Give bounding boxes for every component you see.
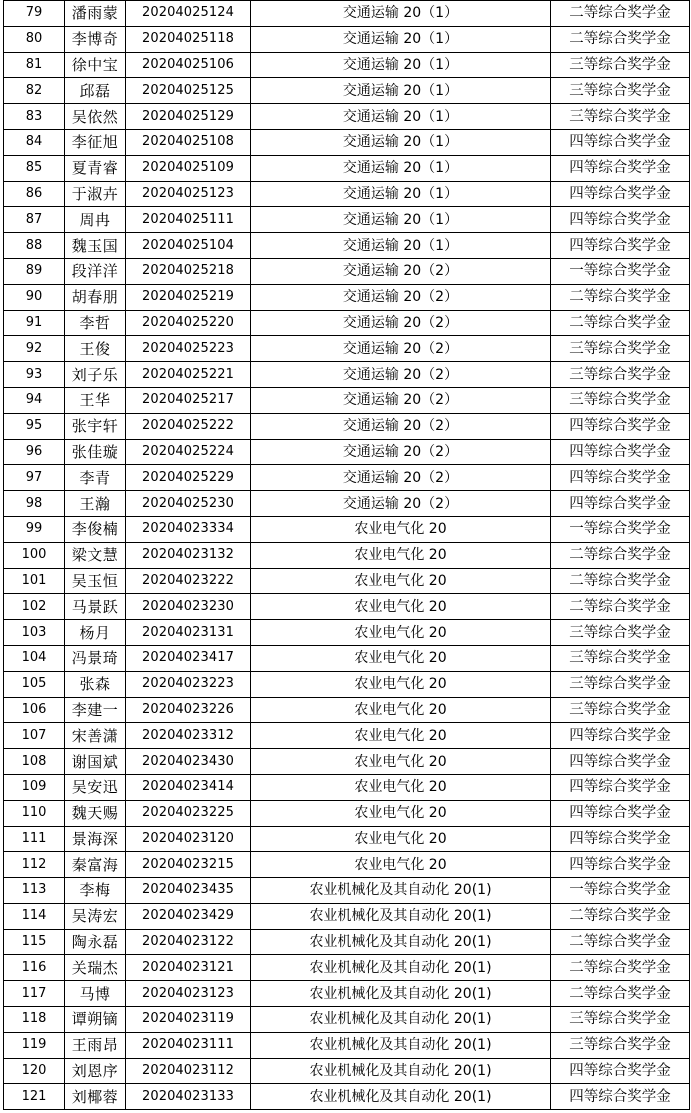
row-number-cell: 89 [4, 258, 65, 284]
row-number-cell: 91 [4, 310, 65, 336]
student-name-cell: 关瑞杰 [65, 955, 126, 981]
student-name-cell: 刘子乐 [65, 362, 126, 388]
student-id-cell: 20204025218 [126, 258, 251, 284]
award-level-cell: 一等综合奖学金 [551, 258, 690, 284]
student-name-cell: 邱磊 [65, 78, 126, 104]
award-level-cell: 二等综合奖学金 [551, 26, 690, 52]
class-name-cell: 农业机械化及其自动化 20(1) [251, 1084, 551, 1110]
class-name-cell: 交通运输 20（2） [251, 362, 551, 388]
student-name-cell: 张森 [65, 671, 126, 697]
row-number-cell: 100 [4, 542, 65, 568]
row-number-cell: 112 [4, 852, 65, 878]
award-level-cell: 二等综合奖学金 [551, 929, 690, 955]
class-name-cell: 农业电气化 20 [251, 826, 551, 852]
row-number-cell: 114 [4, 903, 65, 929]
student-name-cell: 李哲 [65, 310, 126, 336]
table-row [4, 52, 690, 78]
table-row [4, 697, 690, 723]
award-level-cell: 四等综合奖学金 [551, 491, 690, 517]
student-name-cell: 潘雨蒙 [65, 1, 126, 27]
row-number-cell: 92 [4, 336, 65, 362]
award-level-cell: 三等综合奖学金 [551, 78, 690, 104]
table-row [4, 284, 690, 310]
award-level-cell: 二等综合奖学金 [551, 903, 690, 929]
award-level-cell: 四等综合奖学金 [551, 129, 690, 155]
row-number-cell: 116 [4, 955, 65, 981]
class-name-cell: 交通运输 20（2） [251, 258, 551, 284]
student-name-cell: 王华 [65, 387, 126, 413]
student-name-cell: 吴安迅 [65, 774, 126, 800]
award-level-cell: 三等综合奖学金 [551, 336, 690, 362]
student-id-cell: 20204025106 [126, 52, 251, 78]
student-id-cell: 20204025118 [126, 26, 251, 52]
student-id-cell: 20204025104 [126, 233, 251, 259]
student-name-cell: 张宇轩 [65, 413, 126, 439]
class-name-cell: 农业机械化及其自动化 20(1) [251, 878, 551, 904]
class-name-cell: 农业电气化 20 [251, 671, 551, 697]
table-row [4, 181, 690, 207]
table-row [4, 1, 690, 27]
class-name-cell: 交通运输 20（2） [251, 336, 551, 362]
class-name-cell: 交通运输 20（1） [251, 181, 551, 207]
class-name-cell: 农业电气化 20 [251, 774, 551, 800]
class-name-cell: 交通运输 20（1） [251, 233, 551, 259]
student-id-cell: 20204023112 [126, 1058, 251, 1084]
row-number-cell: 87 [4, 207, 65, 233]
student-id-cell: 20204025125 [126, 78, 251, 104]
table-row [4, 929, 690, 955]
row-number-cell: 83 [4, 104, 65, 130]
row-number-cell: 97 [4, 465, 65, 491]
table-row [4, 542, 690, 568]
table-row [4, 878, 690, 904]
student-name-cell: 宋善潇 [65, 723, 126, 749]
table-row [4, 568, 690, 594]
class-name-cell: 农业机械化及其自动化 20(1) [251, 1032, 551, 1058]
student-id-cell: 20204025109 [126, 155, 251, 181]
table-row [4, 104, 690, 130]
student-id-cell: 20204023111 [126, 1032, 251, 1058]
row-number-cell: 93 [4, 362, 65, 388]
student-id-cell: 20204025220 [126, 310, 251, 336]
student-name-cell: 李征旭 [65, 129, 126, 155]
student-id-cell: 20204023132 [126, 542, 251, 568]
class-name-cell: 农业电气化 20 [251, 594, 551, 620]
row-number-cell: 109 [4, 774, 65, 800]
student-id-cell: 20204023430 [126, 749, 251, 775]
class-name-cell: 农业电气化 20 [251, 723, 551, 749]
student-id-cell: 20204023230 [126, 594, 251, 620]
student-id-cell: 20204023120 [126, 826, 251, 852]
row-number-cell: 108 [4, 749, 65, 775]
award-level-cell: 四等综合奖学金 [551, 826, 690, 852]
award-level-cell: 四等综合奖学金 [551, 723, 690, 749]
table-row [4, 465, 690, 491]
row-number-cell: 113 [4, 878, 65, 904]
row-number-cell: 103 [4, 620, 65, 646]
table-row [4, 233, 690, 259]
table-row [4, 258, 690, 284]
class-name-cell: 农业机械化及其自动化 20(1) [251, 955, 551, 981]
row-number-cell: 96 [4, 439, 65, 465]
student-name-cell: 王俊 [65, 336, 126, 362]
student-name-cell: 魏天赐 [65, 800, 126, 826]
table-row [4, 671, 690, 697]
student-id-cell: 20204025221 [126, 362, 251, 388]
award-level-cell: 四等综合奖学金 [551, 800, 690, 826]
award-level-cell: 四等综合奖学金 [551, 852, 690, 878]
table-row [4, 800, 690, 826]
table-row [4, 439, 690, 465]
class-name-cell: 交通运输 20（1） [251, 104, 551, 130]
award-level-cell: 三等综合奖学金 [551, 1007, 690, 1033]
student-id-cell: 20204023119 [126, 1007, 251, 1033]
class-name-cell: 农业电气化 20 [251, 697, 551, 723]
table-row [4, 826, 690, 852]
student-name-cell: 吴依然 [65, 104, 126, 130]
table-row [4, 903, 690, 929]
class-name-cell: 交通运输 20（2） [251, 413, 551, 439]
row-number-cell: 84 [4, 129, 65, 155]
student-name-cell: 杨月 [65, 620, 126, 646]
student-name-cell: 于淑卉 [65, 181, 126, 207]
table-row [4, 1007, 690, 1033]
class-name-cell: 交通运输 20（2） [251, 439, 551, 465]
row-number-cell: 107 [4, 723, 65, 749]
class-name-cell: 农业电气化 20 [251, 568, 551, 594]
table-row [4, 1032, 690, 1058]
student-name-cell: 谢国斌 [65, 749, 126, 775]
table-row [4, 516, 690, 542]
class-name-cell: 交通运输 20（1） [251, 52, 551, 78]
table-row [4, 413, 690, 439]
student-id-cell: 20204023334 [126, 516, 251, 542]
table-row [4, 749, 690, 775]
table-row [4, 207, 690, 233]
row-number-cell: 120 [4, 1058, 65, 1084]
table-row [4, 26, 690, 52]
row-number-cell: 105 [4, 671, 65, 697]
award-level-cell: 四等综合奖学金 [551, 439, 690, 465]
student-id-cell: 20204025219 [126, 284, 251, 310]
student-name-cell: 景海深 [65, 826, 126, 852]
award-level-cell: 一等综合奖学金 [551, 878, 690, 904]
table-row [4, 155, 690, 181]
student-id-cell: 20204025222 [126, 413, 251, 439]
table-row [4, 310, 690, 336]
student-id-cell: 20204023414 [126, 774, 251, 800]
class-name-cell: 交通运输 20（1） [251, 207, 551, 233]
student-id-cell: 20204023121 [126, 955, 251, 981]
student-name-cell: 吴玉恒 [65, 568, 126, 594]
student-id-cell: 20204023222 [126, 568, 251, 594]
award-level-cell: 四等综合奖学金 [551, 465, 690, 491]
award-level-cell: 二等综合奖学金 [551, 955, 690, 981]
table-row [4, 491, 690, 517]
award-level-cell: 四等综合奖学金 [551, 207, 690, 233]
student-id-cell: 20204025217 [126, 387, 251, 413]
row-number-cell: 102 [4, 594, 65, 620]
table-row [4, 852, 690, 878]
table-row [4, 955, 690, 981]
award-list-sheet [3, 0, 690, 1110]
class-name-cell: 农业电气化 20 [251, 800, 551, 826]
class-name-cell: 交通运输 20（2） [251, 310, 551, 336]
student-id-cell: 20204023215 [126, 852, 251, 878]
award-level-cell: 四等综合奖学金 [551, 155, 690, 181]
student-name-cell: 王瀚 [65, 491, 126, 517]
student-name-cell: 谭朔镝 [65, 1007, 126, 1033]
class-name-cell: 农业电气化 20 [251, 645, 551, 671]
award-level-cell: 四等综合奖学金 [551, 1084, 690, 1110]
student-id-cell: 20204025129 [126, 104, 251, 130]
row-number-cell: 95 [4, 413, 65, 439]
class-name-cell: 农业机械化及其自动化 20(1) [251, 1007, 551, 1033]
table-row [4, 336, 690, 362]
student-name-cell: 刘恩序 [65, 1058, 126, 1084]
award-level-cell: 三等综合奖学金 [551, 52, 690, 78]
row-number-cell: 86 [4, 181, 65, 207]
award-level-cell: 二等综合奖学金 [551, 284, 690, 310]
row-number-cell: 81 [4, 52, 65, 78]
award-level-cell: 三等综合奖学金 [551, 1032, 690, 1058]
award-level-cell: 二等综合奖学金 [551, 1, 690, 27]
class-name-cell: 农业机械化及其自动化 20(1) [251, 981, 551, 1007]
row-number-cell: 119 [4, 1032, 65, 1058]
class-name-cell: 农业机械化及其自动化 20(1) [251, 929, 551, 955]
class-name-cell: 交通运输 20（1） [251, 78, 551, 104]
row-number-cell: 98 [4, 491, 65, 517]
row-number-cell: 88 [4, 233, 65, 259]
student-id-cell: 20204023225 [126, 800, 251, 826]
student-name-cell: 周冉 [65, 207, 126, 233]
row-number-cell: 99 [4, 516, 65, 542]
award-level-cell: 四等综合奖学金 [551, 233, 690, 259]
award-level-cell: 三等综合奖学金 [551, 387, 690, 413]
class-name-cell: 农业电气化 20 [251, 749, 551, 775]
student-id-cell: 20204025124 [126, 1, 251, 27]
class-name-cell: 农业电气化 20 [251, 516, 551, 542]
award-level-cell: 三等综合奖学金 [551, 697, 690, 723]
row-number-cell: 82 [4, 78, 65, 104]
award-level-cell: 二等综合奖学金 [551, 310, 690, 336]
class-name-cell: 交通运输 20（1） [251, 129, 551, 155]
award-level-cell: 三等综合奖学金 [551, 104, 690, 130]
student-id-cell: 20204023417 [126, 645, 251, 671]
student-id-cell: 20204023133 [126, 1084, 251, 1110]
row-number-cell: 85 [4, 155, 65, 181]
student-name-cell: 李建一 [65, 697, 126, 723]
student-name-cell: 张佳璇 [65, 439, 126, 465]
student-name-cell: 刘椰蓉 [65, 1084, 126, 1110]
student-id-cell: 20204023123 [126, 981, 251, 1007]
student-name-cell: 李梅 [65, 878, 126, 904]
table-row [4, 362, 690, 388]
class-name-cell: 农业电气化 20 [251, 852, 551, 878]
student-id-cell: 20204023312 [126, 723, 251, 749]
student-id-cell: 20204025111 [126, 207, 251, 233]
table-row [4, 1058, 690, 1084]
student-name-cell: 吴涛宏 [65, 903, 126, 929]
table-row [4, 620, 690, 646]
student-name-cell: 夏青睿 [65, 155, 126, 181]
row-number-cell: 118 [4, 1007, 65, 1033]
table-row [4, 645, 690, 671]
class-name-cell: 农业电气化 20 [251, 620, 551, 646]
student-id-cell: 20204025108 [126, 129, 251, 155]
row-number-cell: 94 [4, 387, 65, 413]
student-name-cell: 李俊楠 [65, 516, 126, 542]
class-name-cell: 交通运输 20（2） [251, 284, 551, 310]
student-id-cell: 20204025229 [126, 465, 251, 491]
row-number-cell: 90 [4, 284, 65, 310]
student-name-cell: 马景跃 [65, 594, 126, 620]
student-name-cell: 马博 [65, 981, 126, 1007]
student-id-cell: 20204023435 [126, 878, 251, 904]
row-number-cell: 104 [4, 645, 65, 671]
table-row [4, 981, 690, 1007]
student-name-cell: 胡春朋 [65, 284, 126, 310]
row-number-cell: 115 [4, 929, 65, 955]
student-name-cell: 陶永磊 [65, 929, 126, 955]
row-number-cell: 101 [4, 568, 65, 594]
student-name-cell: 李博奇 [65, 26, 126, 52]
row-number-cell: 111 [4, 826, 65, 852]
award-level-cell: 三等综合奖学金 [551, 645, 690, 671]
award-level-cell: 四等综合奖学金 [551, 749, 690, 775]
student-id-cell: 20204023223 [126, 671, 251, 697]
table-row [4, 387, 690, 413]
student-id-cell: 20204025230 [126, 491, 251, 517]
row-number-cell: 121 [4, 1084, 65, 1110]
award-level-cell: 二等综合奖学金 [551, 542, 690, 568]
student-name-cell: 冯景琦 [65, 645, 126, 671]
student-name-cell: 秦富海 [65, 852, 126, 878]
table-row [4, 723, 690, 749]
table-row [4, 594, 690, 620]
award-level-cell: 四等综合奖学金 [551, 181, 690, 207]
student-name-cell: 李青 [65, 465, 126, 491]
award-level-cell: 二等综合奖学金 [551, 981, 690, 1007]
student-id-cell: 20204025224 [126, 439, 251, 465]
table-row [4, 1084, 690, 1110]
award-level-cell: 三等综合奖学金 [551, 362, 690, 388]
class-name-cell: 交通运输 20（1） [251, 26, 551, 52]
award-level-cell: 四等综合奖学金 [551, 413, 690, 439]
row-number-cell: 106 [4, 697, 65, 723]
student-id-cell: 20204025223 [126, 336, 251, 362]
student-id-cell: 20204023122 [126, 929, 251, 955]
award-level-cell: 三等综合奖学金 [551, 671, 690, 697]
table-row [4, 774, 690, 800]
student-id-cell: 20204023429 [126, 903, 251, 929]
award-level-cell: 四等综合奖学金 [551, 774, 690, 800]
award-level-cell: 二等综合奖学金 [551, 568, 690, 594]
table-row [4, 129, 690, 155]
class-name-cell: 交通运输 20（2） [251, 465, 551, 491]
student-name-cell: 王雨昂 [65, 1032, 126, 1058]
student-id-cell: 20204025123 [126, 181, 251, 207]
award-level-cell: 二等综合奖学金 [551, 594, 690, 620]
class-name-cell: 交通运输 20（1） [251, 155, 551, 181]
award-table-body [4, 1, 690, 1110]
class-name-cell: 农业电气化 20 [251, 542, 551, 568]
class-name-cell: 交通运输 20（2） [251, 491, 551, 517]
class-name-cell: 交通运输 20（1） [251, 1, 551, 27]
award-level-cell: 三等综合奖学金 [551, 620, 690, 646]
student-name-cell: 徐中宝 [65, 52, 126, 78]
class-name-cell: 交通运输 20（2） [251, 387, 551, 413]
row-number-cell: 79 [4, 1, 65, 27]
class-name-cell: 农业机械化及其自动化 20(1) [251, 1058, 551, 1084]
student-name-cell: 梁文慧 [65, 542, 126, 568]
award-table [3, 0, 690, 1110]
student-id-cell: 20204023131 [126, 620, 251, 646]
student-name-cell: 魏玉国 [65, 233, 126, 259]
award-level-cell: 四等综合奖学金 [551, 1058, 690, 1084]
award-level-cell: 一等综合奖学金 [551, 516, 690, 542]
class-name-cell: 农业机械化及其自动化 20(1) [251, 903, 551, 929]
student-name-cell: 段洋洋 [65, 258, 126, 284]
row-number-cell: 110 [4, 800, 65, 826]
table-row [4, 78, 690, 104]
row-number-cell: 117 [4, 981, 65, 1007]
student-id-cell: 20204023226 [126, 697, 251, 723]
row-number-cell: 80 [4, 26, 65, 52]
